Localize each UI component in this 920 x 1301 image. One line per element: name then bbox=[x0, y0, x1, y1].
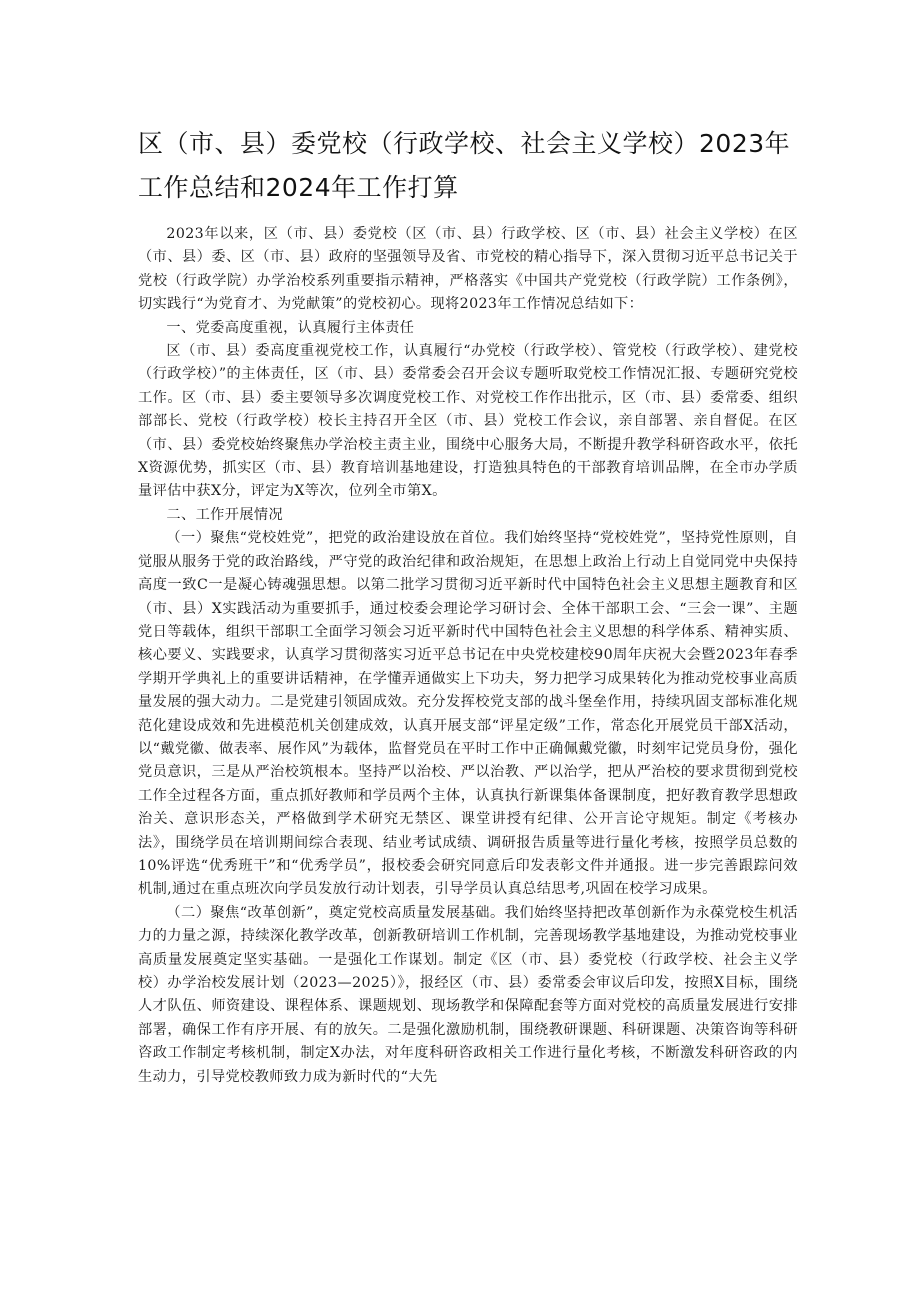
subsection-1-paragraph: （一）聚焦“党校姓党”，把党的政治建设放在首位。我们始终坚持“党校姓党”，坚持党性原则，自觉服从服务于党的政治路线，严守党的政治纪律和政治规矩，在思想上政治上行动上自觉同党中央保持高度一致C一是凝心铸魂强思想。以第二批学习贯彻习近平新时代中国特色社会主义思想主题教育和区（市、县）X实践活动为重要抓手，通过校委会理论学习研讨会、全体干部职工会、“三会一课”、主题党日等载体，组织干部职工全面学习领会习近平新时代中国特色社会主义思想的科学体系、精神实质、核心要义、实践要求，认真学习贯彻落实习近平总书记在中央党校建校90周年庆祝大会暨2023年春季学期开学典礼上的重要讲话精神，在学懂弄通做实上下功夫，努力把学习成果转化为推动党校事业高质量发展的强大动力。二是党建引领固成效。充分发挥校党支部的战斗堡垒作用，持续巩固支部标准化规范化建设成效和先进模范机关创建成效，认真开展支部“评星定级”工作，常态化开展党员干部X活动，以“戴党徽、做表率、展作风”为载体，监督党员在平时工作中正确佩戴党徽，时刻牢记党员身份，强化党员意识，三是从严治校筑根本。坚持严以治校、严以治教、严以治学，把从严治校的要求贯彻到党校工作全过程各方面，重点抓好教师和学员两个主体，认真执行新课集体备课制度，把好教育教学思想政治关、意识形态关，严格做到学术研究无禁区、课堂讲授有纪律、公开言论守规矩。制定《考核办法》，围绕学员在培训期间综合表现、结业考试成绩、调研报告质量等进行量化考核，按照学员总数的10%评选“优秀班干”和“优秀学员”，报校委会研究同意后印发表彰文件并通报。进一步完善跟踪问效机制,通过在重点班次向学员发放行动计划表，引导学员认真总结思考,巩固在校学习成果。 bbox=[138, 530, 798, 898]
section-heading-1: 一、党委高度重视，认真履行主体责任 bbox=[166, 319, 415, 336]
subsection-2-paragraph: （二）聚焦“改革创新”，奠定党校高质量发展基础。我们始终坚持把改革创新作为永葆党校生机活力的力量之源，持续深化教学改革，创新教研培训工作机制，完善现场教学基地建设，为推动党校事业高质量发展奠定坚实基础。一是强化工作谋划。制定《区（市、县）委党校（行政学校、社会主义学校）办学治校发展计划（2023—2025）》，报经区（市、县）委常委会审议后印发，按照X目标，围绕人才队伍、师资建设、课程体系、课题规划、现场教学和保障配套等方面对党校的高质量发展进行安排部署，确保工作有序开展、有的放矢。二是强化激励机制，围绕教研课题、科研课题、决策咨询等科研咨政工作制定考核机制，制定X办法，对年度科研咨政相关工作进行量化考核，不断激发科研咨政的内生动力，引导党校教师致力成为新时代的“大先 bbox=[138, 904, 798, 1085]
intro-paragraph: 2023年以来，区（市、县）委党校（区（市、县）行政学校、区（市、县）社会主义学校）在区（市、县）委、区（市、县）政府的坚强领导及省、市党校的精心指导下，深入贯彻习近平总书记关于党校（行政学院）办学治校系列重要指示精神，严格落实《中国共产党党校（行政学院）工作条例》，切实践行“为党育才、为党献策”的党校初心。现将2023年工作情况总结如下： bbox=[138, 226, 798, 313]
section-1-paragraph: 区（市、县）委高度重视党校工作，认真履行“办党校（行政学校）、管党校（行政学校）、建党校（行政学校）”的主体责任，区（市、县）委常委会召开会议专题听取党校工作情况汇报、专题研究党校工作。区（市、县）委主要领导多次调度党校工作、对党校工作作出批示，区（市、县）委常委、组织部部长、党校（行政学校）校长主持召开全区（市、县）党校工作会议，亲自部署、亲自督促。在区（市、县）委党校始终聚焦办学治校主责主业，围绕中心服务大局，不断提升教学科研咨政水平，依托X资源优势，抓实区（市、县）教育培训基地建设，打造独具特色的干部教育培训品牌，在全市办学质量评估中获X分，评定为X等次，位列全市第X。 bbox=[138, 343, 798, 500]
document-title: 区（市、县）委党校（行政学校、社会主义学校）2023年工作总结和2024年工作打算 bbox=[138, 129, 791, 202]
section-heading-2: 二、工作开展情况 bbox=[166, 506, 284, 523]
document-body bbox=[138, 223, 798, 1089]
